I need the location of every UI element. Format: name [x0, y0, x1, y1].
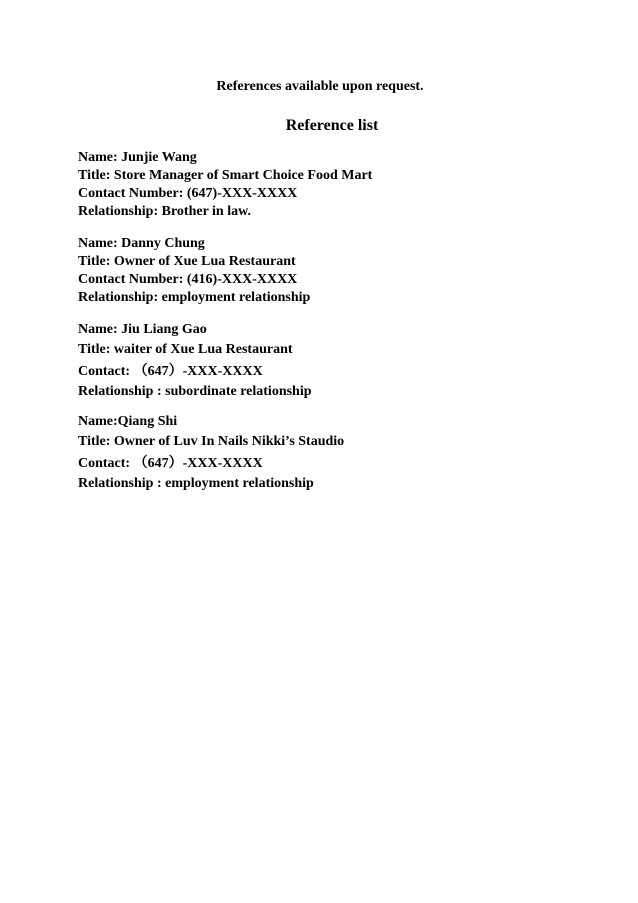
reference-relationship: Relationship: Brother in law. [78, 204, 251, 219]
reference-name: Name:Qiang Shi [78, 414, 178, 429]
reference-name: Name: Danny Chung [78, 236, 205, 251]
reference-entry [78, 149, 598, 221]
reference-title: Title: Store Manager of Smart Choice Food Mart [78, 168, 373, 183]
reference-contact: Contact: （647）-XXX-XXXX [78, 364, 263, 379]
reference-contact: Contact Number: (647)-XXX-XXXX [78, 186, 298, 201]
reference-contact: Contact Number: (416)-XXX-XXXX [78, 272, 298, 287]
references-available-note: References available upon request. [216, 79, 424, 94]
reference-relationship: Relationship : subordinate relationship [78, 384, 312, 399]
reference-relationship: Relationship: employment relationship [78, 290, 311, 305]
reference-title: Title: Owner of Luv In Nails Nikki’s Staudio [78, 434, 345, 449]
reference-relationship: Relationship : employment relationship [78, 476, 314, 491]
reference-name: Name: Jiu Liang Gao [78, 322, 207, 337]
reference-title: Title: waiter of Xue Lua Restaurant [78, 342, 293, 357]
reference-entry [78, 321, 598, 401]
reference-entry [78, 235, 598, 307]
reference-contact: Contact: （647）-XXX-XXXX [78, 456, 263, 471]
reference-name: Name: Junjie Wang [78, 150, 197, 165]
reference-entry [78, 413, 598, 493]
reference-title: Title: Owner of Xue Lua Restaurant [78, 254, 296, 269]
reference-list-title: Reference list [285, 117, 379, 134]
